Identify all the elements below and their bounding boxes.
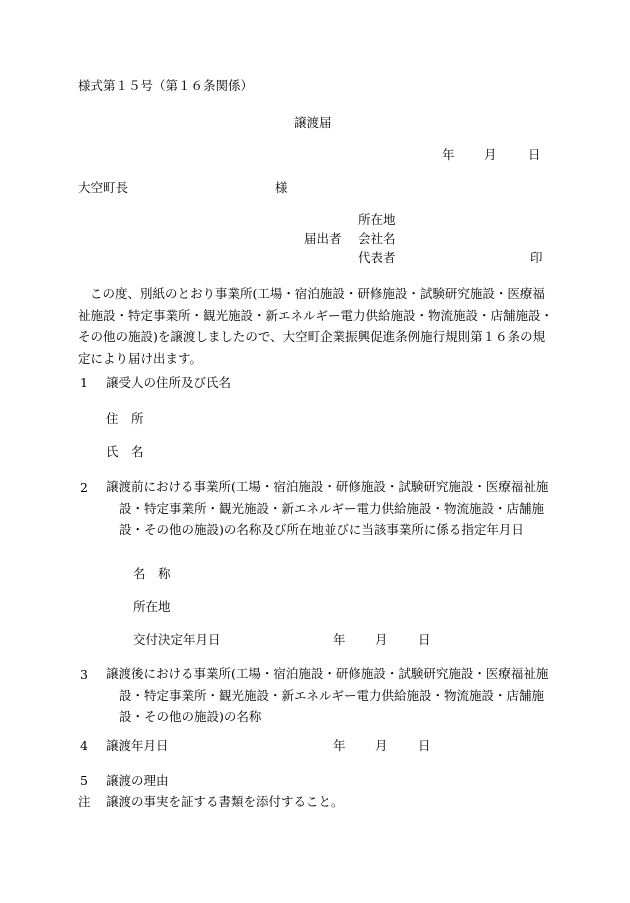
form-number: 様式第１５号（第１６条関係） (78, 78, 254, 93)
item4-day-label: 日 (418, 738, 431, 753)
item2-number: 2 (80, 480, 88, 495)
item2-decision-date-label: 交付決定年月日 (133, 632, 221, 647)
item1-label: 譲受人の住所及び氏名 (106, 375, 232, 390)
item2-location-label: 所在地 (133, 599, 171, 614)
date-month-label: 月 (484, 147, 497, 162)
item3-label: 譲渡後における事業所(工場・宿泊施設・研修施設・試験研究施設・医療福祉施設・特定事業所・観光施設・新エネルギー電力供給施設・物流施設・店舗施設・その他の施設)の名称 (106, 666, 549, 724)
date-day-label: 日 (528, 147, 541, 162)
item5-label: 譲渡の理由 (106, 773, 169, 788)
seal-mark: 印 (530, 250, 543, 265)
body-paragraph: この度、別紙のとおり事業所(工場・宿泊施設・研修施設・試験研究施設・医療福祉施設・特定事業所・観光施設・新エネルギー電力供給施設・物流施設・店舗施設・その他の施設)を譲渡しましたので、大空町企業振興促進条例施行規則第１６条の規定により届け出ます。 (78, 286, 554, 366)
item2-day-label: 日 (418, 632, 431, 647)
notifier-label: 届出者 (304, 231, 342, 246)
addressee-honorific: 様 (275, 180, 288, 195)
item4-month-label: 月 (375, 738, 388, 753)
note-text: 譲渡の事実を証する書類を添付すること。 (106, 794, 344, 809)
addressee-name: 大空町長 (78, 180, 129, 195)
item4-label: 譲渡年月日 (106, 738, 169, 753)
item2-name-label: 名 称 (133, 566, 171, 581)
date-year-label: 年 (442, 147, 455, 162)
item4-year-label: 年 (333, 738, 346, 753)
item2-year-label: 年 (333, 632, 346, 647)
item5-number: 5 (80, 773, 88, 788)
notifier-company-label: 会社名 (358, 231, 396, 246)
item2-month-label: 月 (375, 632, 388, 647)
notifier-address-label: 所在地 (358, 212, 396, 227)
note-prefix: 注 (78, 794, 91, 809)
item2-label: 譲渡前における事業所(工場・宿泊施設・研修施設・試験研究施設・医療福祉施設・特定事業所・観光施設・新エネルギー電力供給施設・物流施設・店舗施設・その他の施設)の名称及び所在地並びに当該事業所に係る指定年月日 (106, 479, 549, 537)
item1-address-label: 住 所 (106, 411, 144, 426)
notifier-rep-label: 代表者 (358, 250, 396, 265)
item1-number: 1 (80, 375, 88, 390)
document-title: 譲渡届 (294, 115, 332, 130)
item1-name-label: 氏 名 (106, 444, 144, 459)
item4-number: 4 (80, 738, 88, 753)
item3-number: 3 (80, 667, 88, 682)
